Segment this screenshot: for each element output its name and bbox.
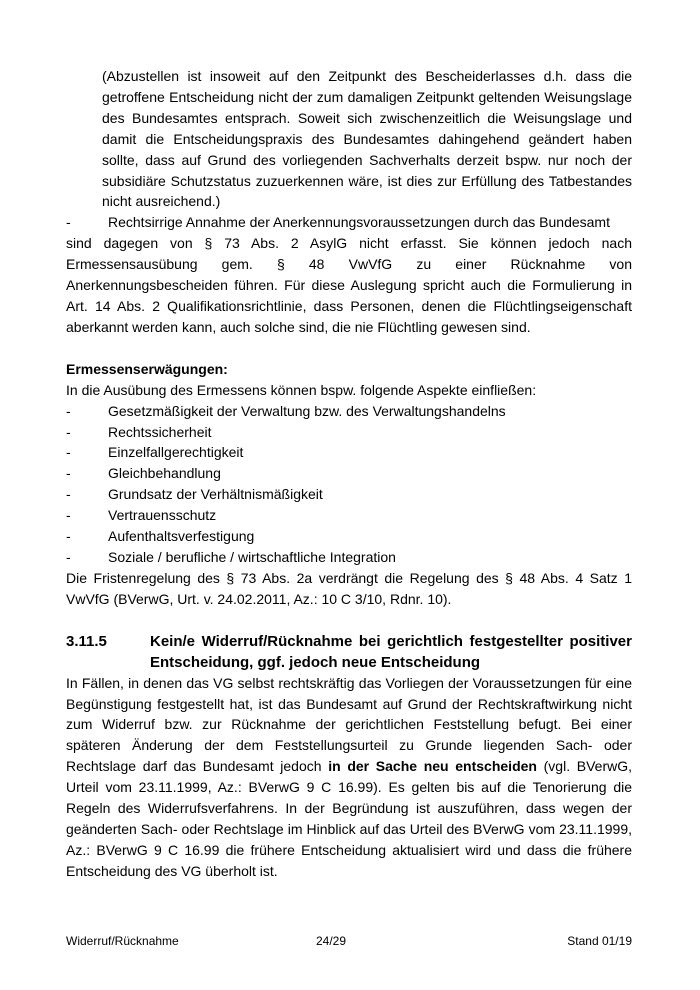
list-dash: - [66,423,71,440]
list-item [66,442,632,463]
page-content [66,66,632,882]
spacer [66,338,632,359]
section-title: Kein/e Widerruf/Rücknahme bei gerichtlich festgestellter positiver Entscheidung, ggf. jedoch neue Entscheidung [150,632,632,671]
list-dash: - [66,402,71,419]
list-dash: - [66,507,71,524]
list-item [66,463,632,484]
list-dash: - [66,465,71,482]
list-item [66,422,632,443]
list-item-text: Rechtssicherheit [108,423,212,440]
section-heading [66,631,632,673]
list-item-text: Gesetzmäßigkeit der Verwaltung bzw. des Verwaltungshandelns [108,402,506,419]
section-body-emphasis: in der Sache neu entscheiden [328,758,537,775]
list-item-text: Gleichbehandlung [108,465,221,482]
section-body [66,673,632,882]
list-item [66,526,632,547]
section-number: 3.11.5 [66,632,107,650]
footer-title: Widerruf/Rücknahme [66,934,179,948]
list-item-text: Rechtsirrige Annahme der Anerkennungsvoraussetzungen durch das Bundesamt [108,214,610,231]
list-dash: - [66,486,71,503]
list-item-text: Aufenthaltsverfestigung [108,528,255,545]
list-item [66,212,632,233]
list-dash: - [66,548,71,565]
list-dash: - [66,214,71,231]
ermessen-list [66,401,632,568]
list-item [66,547,632,568]
list-item-text: Soziale / berufliche / wirtschaftliche Integration [108,548,396,565]
ermessen-closing: Die Fristenregelung des § 73 Abs. 2a verdrängt die Regelung des § 48 Abs. 4 Satz 1 VwVfG (BVerwG, Urt. v. 24.02.2011, Az.: 10 C 3/10, Rdnr. 10). [66,569,632,607]
intro-paragraph: (Abzustellen ist insoweit auf den Zeitpunkt des Bescheiderlasses d.h. dass die getroffene Entscheidung nicht der zum damaligen Zeitpunkt geltenden Weisungslage des Bundesamtes entsprach. Soweit sich zwischenzeitlich die Weisungslage und damit die Entscheidungspraxis des Bundesamtes dahingehend geändert haben sollte, dass auf Grund des vorliegenden Sachverhalts derzeit bspw. nur noch der subsidiäre Schutzstatus zuzuerkennen wäre, ist dies zur Erfüllung des Tatbestandes nicht ausreichend.) [102,68,632,210]
footer-version: Stand 01/19 [567,934,632,948]
page-footer [66,934,632,950]
list-dash: - [66,444,71,461]
dash-followup-paragraph: sind dagegen von § 73 Abs. 2 AsylG nicht erfasst. Sie können jedoch nach Ermessensausübung gem. § 48 VwVfG zu einer Rücknahme von Anerkennungsbescheiden führen. Für diese Auslegung spricht auch die Formulierung in Art. 14 Abs. 2 Qualifikationsrichtlinie, dass Personen, denen die Flüchtlingseigenschaft aberkannt werden kann, auch solche sind, die nie Flüchtling gewesen sind. [66,235,632,335]
section-body-text: (vgl. BVerwG, Urteil vom 23.11.1999, Az.: BVerwG 9 C 16.99). Es gelten bis auf die Tenorierung die Regeln des Widerrufsverfahrens. In der Begründung ist auszuführen, dass wegen der geänderten Sach- oder Rechtslage im Hinblick auf das Urteil des BVerwG vom 23.11.1999, Az.: BVerwG 9 C 16.99 die frühere Entscheidung aktualisiert wird und dass die frühere Entscheidung des VG überholt ist. [66,758,633,879]
list-item [66,401,632,422]
ermessen-heading: Ermessenserwägungen: [66,360,228,377]
section-body-text: In Fällen, in denen das VG selbst rechtskräftig das Vorliegen der Voraussetzungen für eine Begünstigung festgestellt hat, ist das Bundesamt auf Grund der Rechtskraftwirkung nicht zum Widerruf bzw. zur Rücknahme der gerichtlichen Feststellung befugt. Bei einer späteren Änderung der dem Feststellungsurteil zu Grunde liegenden Sach- oder Rechtslage darf das Bundesamt jedoch [66,674,632,775]
ermessen-intro: In die Ausübung des Ermessens können bspw. folgende Aspekte einfließen: [66,381,537,398]
list-dash: - [66,528,71,545]
footer-page-number: 24/29 [316,934,347,948]
list-item [66,484,632,505]
list-item-text: Grundsatz der Verhältnismäßigkeit [108,486,323,503]
list-item-text: Einzelfallgerechtigkeit [108,444,244,461]
list-item [66,505,632,526]
list-item-text: Vertrauensschutz [108,507,217,524]
